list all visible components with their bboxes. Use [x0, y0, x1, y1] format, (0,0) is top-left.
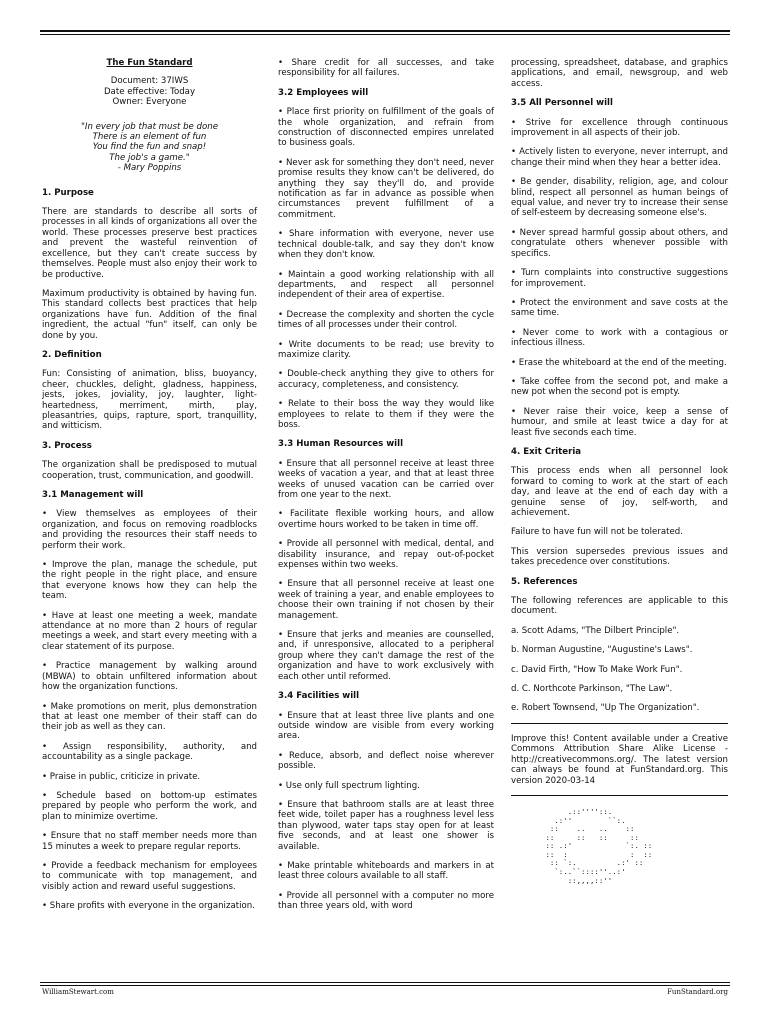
list-item: • Double-check anything they give to others for accuracy, completeness, and consistency. [278, 369, 494, 390]
date-effective: Date effective: Today [103, 86, 196, 97]
facilities-list [278, 711, 494, 912]
list-item: • Share credit for all successes, and take responsibility for all failures. [278, 58, 494, 79]
list-item: • Place first priority on fulfillment of the goals of the whole organization, and refrain from construction of disconnected empires unrelated to business goals. [278, 107, 494, 149]
section-heading: 3.3 Human Resources will [278, 439, 404, 450]
quote-line: The job's a game." [109, 152, 190, 163]
list-item: • Ensure that all personnel receive at least three weeks of vacation a year, and that at least three weeks of unused vacation can be carried over from one year to the next. [278, 458, 494, 500]
document-meta [42, 76, 257, 107]
section-heading: 3.5 All Personnel will [511, 98, 613, 109]
list-item: • Assign responsibility, authority, and accountability as a single package. [42, 741, 257, 763]
employees-list [278, 107, 494, 430]
list-item: • Ensure that no staff member needs more than 15 minutes a week to prepare regular reports. [42, 831, 257, 852]
reference-item: a. Scott Adams, "The Dilbert Principle". [511, 625, 680, 636]
list-item: • Provide a feedback mechanism for employees to communicate with top management, and visibly action and reward useful suggestions. [42, 860, 257, 892]
list-item: • Write documents to be read; use brevity to maximize clarity. [278, 339, 494, 360]
section-heading: 3.1 Management will [42, 490, 144, 500]
list-item: • Never raise their voice, keep a sense of humour, and smile at least twice a day for at least five seconds each time. [511, 406, 728, 438]
list-item: • Ensure that at least three live plants and one outside window are visible from every working area. [278, 710, 494, 742]
footer-left: WilliamStewart.com [42, 988, 114, 996]
references-list [511, 626, 728, 714]
list-item: • Erase the whiteboard at the end of the meeting. [511, 357, 727, 368]
paragraph: Fun: Consisting of animation, bliss, buoyancy, cheer, chuckles, delight, gladness, happiness, jests, jokes, joviality, joy, laughter, light-heartedness, merriment, mirth, play, pleasantries, quips, rapture, sport, tranquillity, and witticism. [42, 369, 257, 432]
list-item: • Ensure that bathroom stalls are at least three feet wide, toilet paper has a roughness level less than plywood, water taps stay open for at least five seconds, and at least one shower is available. [278, 799, 494, 852]
quote-line: There is an element of fun [92, 132, 207, 143]
quote-line: You find the fun and snap! [92, 142, 207, 153]
column-1 [42, 58, 257, 921]
paragraph: This version supersedes previous issues and takes precedence over constitutions. [511, 546, 728, 568]
management-list-continued [278, 58, 494, 79]
reference-item: e. Robert Townsend, "Up The Organization". [511, 703, 700, 714]
column-3 [511, 58, 728, 885]
smiley-ascii-art: .::''''::. .:'' ``:. :: .. .. :: :: :: :: :: :: .:' `:. :: :: : : :: :: `:. .:' :: `:..``::::''..:' ::,,,,::'' [545, 806, 653, 885]
quote-attribution: - Mary Poppins [117, 163, 182, 174]
list-item: • View themselves as employees of their organization, and focus on removing roadblocks and providing the resources their staff needs to perform their work. [42, 509, 257, 551]
bottom-rule-thin [40, 985, 730, 986]
list-item: • Maintain a good working relationship with all departments, and respect all personnel independent of their area of expertise. [278, 269, 494, 301]
divider [511, 795, 728, 796]
list-item: • Share profits with everyone in the organization. [42, 901, 255, 912]
footer-right: FunStandard.org [667, 988, 728, 996]
list-item: • Be gender, disability, religion, age, and colour blind, respect all personnel as human beings of equal value, and never try to increase their sense of self-esteem by decreasing someone else's. [511, 177, 728, 219]
list-item: • Make printable whiteboards and markers in at least three colours available to all staff. [278, 860, 494, 882]
epigraph-quote [42, 122, 257, 174]
list-item: • Take coffee from the second pot, and make a new pot when the second pot is empty. [511, 376, 728, 398]
list-item: • Actively listen to everyone, never interrupt, and change their mind when they hear a better idea. [511, 147, 728, 168]
paragraph: There are standards to describe all sorts of processes in all kinds of organizations all over the world. These processes preserve best practices and prevent the wasteful reinvention of excellence, but they can't create success by themselves. People must also enjoy their work to be productive. [42, 207, 257, 280]
list-item: • Facilitate flexible working hours, and allow overtime hours worked to be taken in time off. [278, 509, 494, 530]
list-item: • Provide all personnel with a computer no more than three years old, with word [278, 890, 494, 912]
list-item: • Protect the environment and save costs at the same time. [511, 297, 728, 319]
hr-list [278, 459, 494, 682]
section-heading: 5. References [511, 576, 578, 587]
list-item: • Have at least one meeting a week, mandate attendance at no more than 2 hours of regular meetings a week, and start every meeting with a clear statement of its purpose. [42, 610, 257, 652]
column-2 [278, 58, 494, 921]
list-item: • Improve the plan, manage the schedule, put the right people in the right place, and ensure that everyone knows how they can help the team. [42, 560, 257, 602]
bottom-rule [40, 982, 730, 983]
paragraph: This process ends when all personnel look forward to coming to work at the start of each day, and leave at the end of each day with a genuine sense of joy, self-worth, and achievement. [511, 466, 728, 518]
list-item: • Never ask for something they don't need, never promise results they know can't be delivered, do anything they say they'll do, and provide notification as far in advance as possible when circumstances prevent fulfillment of a commitment. [278, 157, 494, 220]
section-heading: 1. Purpose [42, 187, 94, 198]
top-rule-thin [40, 34, 730, 35]
list-item: • Turn complaints into constructive suggestions for improvement. [511, 268, 728, 289]
list-item: • Schedule based on bottom-up estimates prepared by people who perform the work, and plan to minimize overtime. [42, 790, 257, 822]
list-item: • Practice management by walking around (MBWA) to obtain unfiltered information about how the organization functions. [42, 661, 257, 693]
reference-item: d. C. Northcote Parkinson, "The Law". [511, 684, 673, 695]
list-item: • Strive for excellence through continuous improvement in all aspects of their job. [511, 117, 728, 139]
list-item: • Use only full spectrum lighting. [278, 780, 420, 791]
reference-item: c. David Firth, "How To Make Work Fun". [511, 664, 683, 675]
top-rule [40, 30, 730, 32]
section-heading: 3.2 Employees will [278, 87, 369, 98]
list-item: • Ensure that all personnel receive at least one week of training a year, and enable employees to choose their own training if not chosen by their management. [278, 579, 494, 621]
list-item: • Decrease the complexity and shorten the cycle times of all processes under their control. [278, 309, 494, 331]
list-item: • Reduce, absorb, and deflect noise wherever possible. [278, 750, 494, 772]
document-id: Document: 37IWS [110, 76, 189, 87]
paragraph: Maximum productivity is obtained by having fun. This standard collects best practices that help organizations have fun. Addition of the final ingredient, the actual "fun" itself, can only be done by you. [42, 288, 257, 341]
reference-item: b. Norman Augustine, "Augustine's Laws". [511, 645, 693, 656]
divider [511, 723, 728, 724]
section-heading: 3. Process [42, 440, 92, 451]
license-note: Improve this! Content available under a Creative Commons Attribution Share Alike License - http://creativecommons.org/. The latest version can always be found at FunStandard.org. This version 2020-03-14 [511, 733, 728, 786]
list-item: • Praise in public, criticize in private. [42, 771, 201, 782]
management-list [42, 509, 257, 911]
section-heading: 3.4 Facilities will [278, 691, 360, 702]
list-item: • Make promotions on merit, plus demonstration that at least one member of their staff can do their job as well as they can. [42, 701, 257, 733]
list-item: • Share information with everyone, never use technical double-talk, and say they don't know when they don't know. [278, 229, 494, 261]
section-heading: 4. Exit Criteria [511, 446, 582, 457]
owner: Owner: Everyone [112, 97, 187, 108]
all-personnel-list [511, 118, 728, 438]
paragraph: Failure to have fun will not be tolerated. [511, 527, 683, 538]
list-item: • Never spread harmful gossip about others, and congratulate others whenever possible with specifics. [511, 227, 728, 259]
list-item: • Provide all personnel with medical, dental, and disability insurance, and repay out-of-pocket expenses within two weeks. [278, 539, 494, 571]
list-item: • Relate to their boss the way they would like employees to relate to them if they were the boss. [278, 399, 494, 430]
list-item: • Never come to work with a contagious or infectious illness. [511, 327, 728, 349]
paragraph: The following references are applicable to this document. [511, 596, 728, 617]
list-item: • Ensure that jerks and meanies are counselled, and, if unresponsive, allocated to a peripheral group where they can't damage the rest of the organization and have to work exclusively with each other until reformed. [278, 630, 494, 682]
quote-line: "In every job that must be done [80, 121, 218, 132]
paragraph: The organization shall be predisposed to mutual cooperation, trust, communication, and goodwill. [42, 460, 257, 481]
section-heading: 2. Definition [42, 349, 102, 360]
paragraph: processing, spreadsheet, database, and graphics applications, and email, newsgroup, and web access. [511, 58, 728, 89]
document-title: The Fun Standard [106, 58, 193, 68]
